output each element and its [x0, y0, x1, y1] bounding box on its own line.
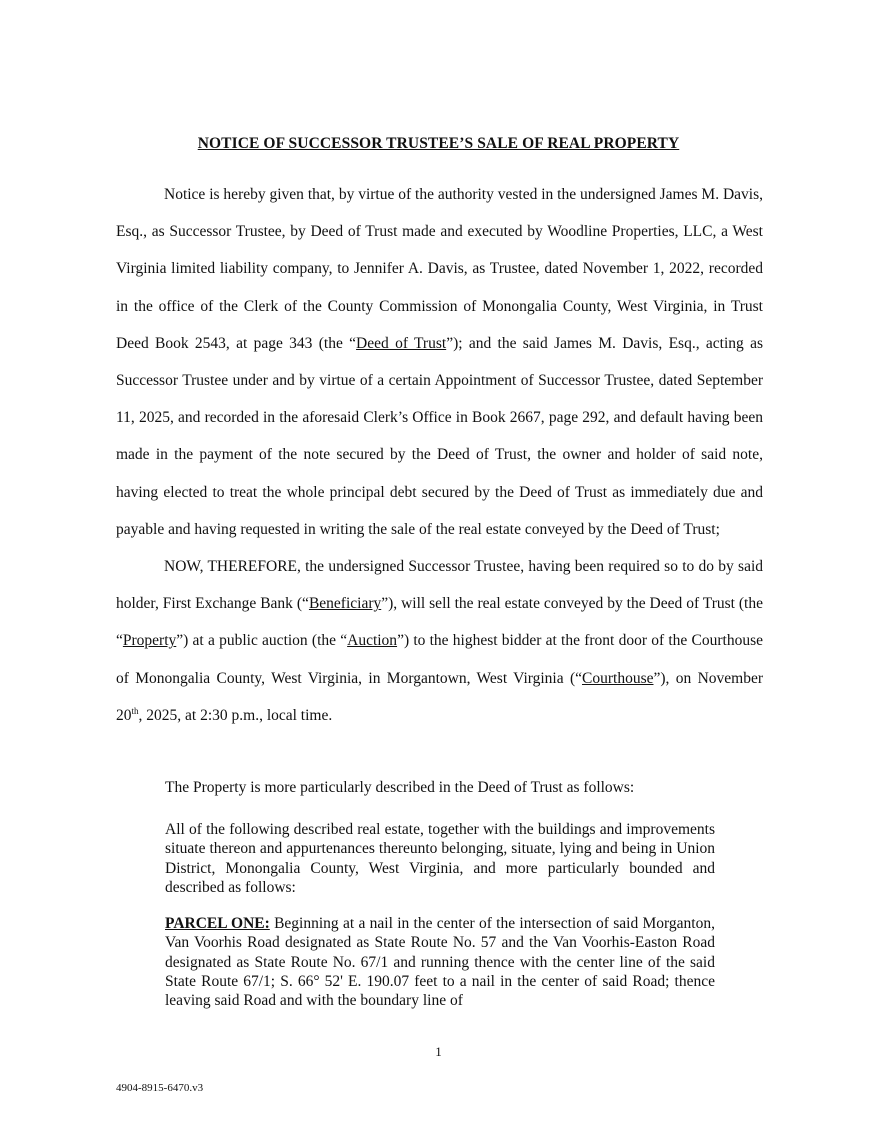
- paragraph-now-text-e: ”), on November 20: [116, 669, 764, 724]
- page-number: 1: [435, 1044, 442, 1059]
- ordinal-suffix: th: [131, 705, 139, 716]
- paragraph-now-therefore: [116, 548, 763, 734]
- paragraph-notice-text-a: Notice is hereby given that, by virtue of the authority vested in the undersigned James M. Davis, Esq., as Successor Trustee, by Deed of Trust made and executed by Woodline Properties, LLC, a West Virginia limited liability company, to Jennifer A. Davis, as Trustee, dated November 1, 2022, recorded in the office of the Clerk of the County Commission of Monongalia County, West Virginia, in Trust Deed Book 2543, at page 343 (the “: [116, 186, 763, 352]
- paragraph-now-text-d: ”) to the highest bidder at the front door of the Courthouse of Monongalia County, West Virginia, in Morgantown, West Virginia (“: [116, 632, 763, 687]
- document-title: NOTICE OF SUCCESSOR TRUSTEE’S SALE OF REAL PROPERTY: [197, 135, 680, 152]
- defined-term-courthouse: Courthouse: [582, 669, 654, 687]
- paragraph-description-intro: The Property is more particularly described in the Deed of Trust as follows:: [165, 779, 635, 796]
- paragraph-now-text-b: ”), will sell the real estate conveyed by the Deed of Trust (the “: [116, 595, 763, 650]
- main-body: [116, 176, 763, 734]
- paragraph-notice-text-b: ”); and the said James M. Davis, Esq., acting as Successor Trustee under and by virtue of a certain Appointment of Successor Trustee, dated September 11, 2025, and recorded in the aforesaid Clerk’s Office in Book 2667, page 292, and default having been made in the payment of the note secured by the Deed of Trust, the owner and holder of said note, having elected to treat the whole principal debt secured by the Deed of Trust as immediately due and payable and having requested in writing the sale of the real estate conveyed by the Deed of Trust;: [116, 334, 763, 538]
- parcel-one-label: PARCEL ONE:: [165, 915, 270, 932]
- quote-property-description: All of the following described real estate, together with the buildings and improvements situate thereon and appurtenances thereunto belonging, situate, lying and being in Union District, Monongalia County, West Virginia, and more particularly bounded and described as follows:: [165, 821, 715, 896]
- paragraph-now-text-f: , 2025, at 2:30 p.m., local time.: [138, 706, 333, 724]
- document-id: 4904-8915-6470.v3: [116, 1082, 204, 1094]
- paragraph-now-text-a: NOW, THEREFORE, the undersigned Successor Trustee, having been required so to do by said holder, First Exchange Bank (“: [116, 558, 763, 613]
- paragraph-notice: [116, 176, 763, 548]
- paragraph-now-text-c: ”) at a public auction (the “: [176, 632, 348, 650]
- quote-parcel-one: [165, 914, 715, 1010]
- defined-term-auction: Auction: [347, 632, 398, 650]
- parcel-one-text: Beginning at a nail in the center of the intersection of said Morganton, Van Voorhis Road designated as State Route No. 57 and the Van Voorhis-Easton Road designated as State Route No. 67/1 and running thence with the center line of the said State Route 67/1; S. 66° 52' E. 190.07 feet to a nail in the center of said Road; thence leaving said Road and with the boundary line of: [165, 915, 715, 1010]
- defined-term-deed-of-trust: Deed of Trust: [356, 334, 447, 352]
- defined-term-beneficiary: Beneficiary: [308, 595, 382, 613]
- defined-term-property: Property: [122, 632, 177, 650]
